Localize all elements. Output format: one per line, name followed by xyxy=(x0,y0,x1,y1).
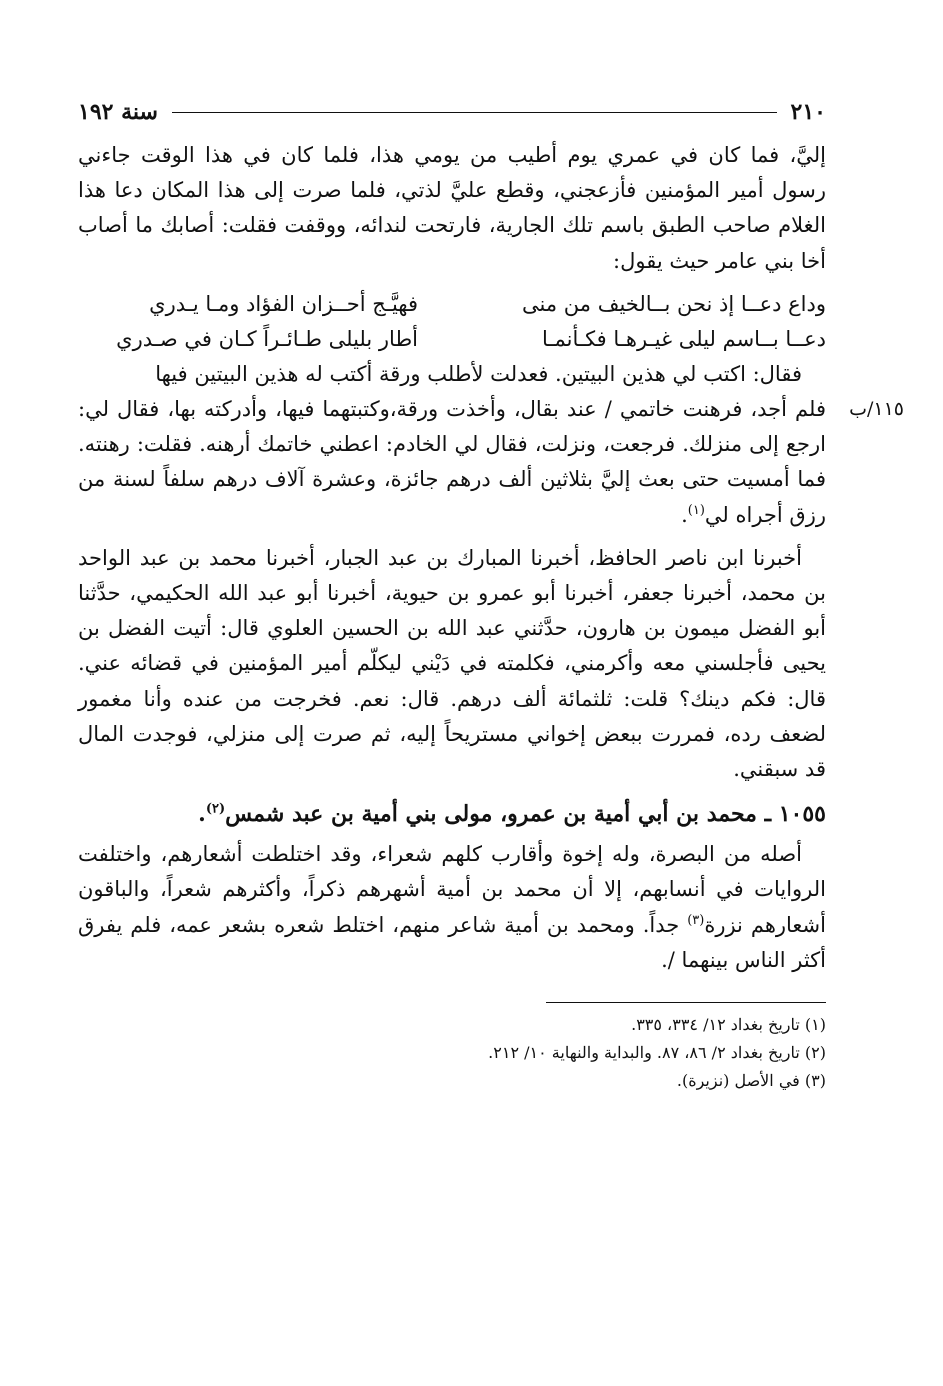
paragraph-3: أخبرنا ابن ناصر الحافظ، أخبرنا المبارك بن عبد الجبار، أخبرنا محمد بن عبد الواحد بن محمد، أخبرنا جعفر، أخبرنا أبو عمرو بن حيوية، أخبرنا أبو عبد الله الحكيمي، حدَّثنا أبو الفضل ميمون بن هارون، حدَّثني عبد الله بن الحسين العلوي قال: أتيت الفضل بن يحيى فأجلسني معه وأكرمني، فكلمته في دَيْني ليكلّم أمير المؤمنين في قضائه عني. قال: فكم دينك؟ قلت: ثلثمائة ألف درهم. قال: نعم. فخرجت من عنده وأنا مغمور لضعف رده، فمررت ببعض إخواني مستريحاً إليه، ثم صرت إلى منزلي، فوجدت المال قد سبقني. xyxy=(78,545,826,782)
footnote-ref-1: (١) xyxy=(687,502,705,518)
entry-heading xyxy=(78,795,826,833)
paragraph-2-text: فلم أجد، فرهنت خاتمي / عند بقال، وأخذت ورقة،وكتبتهما فيها، وأدركته بها، فقال لي: ارجع إلى منزلك. فرجعت، ونزلت، فقال لي الخادم: اعطني خاتمك أرهنه. فقلت: رهنته. فما أمسيت حتى بعث إليَّ بثلاثين ألف درهم جائزة، وعشرة آلاف درهم سلفاً لسنة من رزق أجراه لي xyxy=(78,397,826,527)
verse-1-second-hemistich: فهيَّـج أحــزان الفؤاد ومـا يـدري xyxy=(149,291,418,316)
paragraph-4 xyxy=(78,837,826,978)
paragraph-2-opening: فقال: اكتب لي هذين البيتين. فعدلت لأطلب ورقة أكتب له هذين البيتين فيها xyxy=(155,361,802,386)
book-page xyxy=(78,92,904,1095)
verse-2 xyxy=(78,322,826,357)
year-label: سنة ١٩٢ xyxy=(78,99,158,125)
verse-2-second-hemistich: أطار بليلى طـائـراً كـان في صـدري xyxy=(116,326,418,351)
footnotes xyxy=(78,1011,826,1095)
paragraph-4-text-b: جداً. ومحمد بن أمية شاعر منهم، اختلط شعره بشعر عمه، فلم يفرق أكثر الناس بينهما /. xyxy=(78,912,826,972)
verse-1 xyxy=(78,287,826,322)
poem xyxy=(78,287,826,357)
running-header xyxy=(78,92,826,132)
paragraph-1: إليَّ، فما كان في عمري يوم أطيب من يومي هذا، فلما كان في هذا الوقت جاءني رسول أمير المؤمنين فأزعجني، وقطع عليَّ لذتي، فلما صرت إلى هذا المكان دعا هذا الغلام صاحب الطبق باسم تلك الجارية، فارتحت لندائه، ووقفت فقلت: أصابك ما أصاب أخا بني عامر حيث يقول: xyxy=(78,143,826,273)
page-number: ٢١٠ xyxy=(790,99,826,125)
footnote-2: (٢) تاريخ بغداد ٢/ ٨٦، ٨٧. والبداية والنهاية ١٠/ ٢١٢. xyxy=(488,1043,826,1063)
footnote-1: (١) تاريخ بغداد ١٢/ ٣٣٤، ٣٣٥. xyxy=(631,1015,826,1035)
verse-2-first-hemistich: دعــا بــاسم ليلى غيـرهـا فكـأنمـا xyxy=(541,326,826,351)
footnote-ref-2: (٢) xyxy=(205,801,226,817)
paragraph-4-text-a: أصله من البصرة، وله إخوة وأقارب كلهم شعراء، وقد اختلطت أشعارهم، واختلفت الروايات في أنسابهم، إلا أن محمد بن أمية أشهرهم ذكراً، وأكثرهم شعراً، والباقون أشعارهم نزرة xyxy=(78,842,826,937)
footnote-ref-3: (٣) xyxy=(687,912,705,928)
footnote-3: (٣) في الأصل (نزيرة). xyxy=(676,1071,826,1091)
manuscript-folio-note: ١١٥/ب xyxy=(849,398,904,421)
paragraph-2-continued xyxy=(78,392,904,533)
main-text xyxy=(78,138,904,978)
verse-1-first-hemistich: وداع دعــا إذ نحن بــالخيف من منى xyxy=(522,291,826,316)
paragraph-2-body: فلم أجد، فرهنت خاتمي / عند بقال، وأخذت ورقة،وكتبتهما فيها، وأدركته بها، فقال لي: ارجع إلى منزلك. فرجعت، ونزلت، فقال لي الخادم: اعطني خاتمك أرهنه. فقلت: رهنته. فما أمسيت حتى بعث إليَّ بثلاثين ألف درهم جائزة، وعشرة آلاف درهم سلفاً لسنة من رزق أجراه لي$^{(١)}$. xyxy=(78,397,826,527)
entry-heading-tail: . xyxy=(198,801,206,828)
footnote-separator xyxy=(546,1002,826,1003)
header-rule xyxy=(172,112,777,113)
entry-heading-text: ١٠٥٥ ـ محمد بن أبي أمية بن عمرو، مولى بني أمية بن عبد شمس xyxy=(225,801,826,828)
